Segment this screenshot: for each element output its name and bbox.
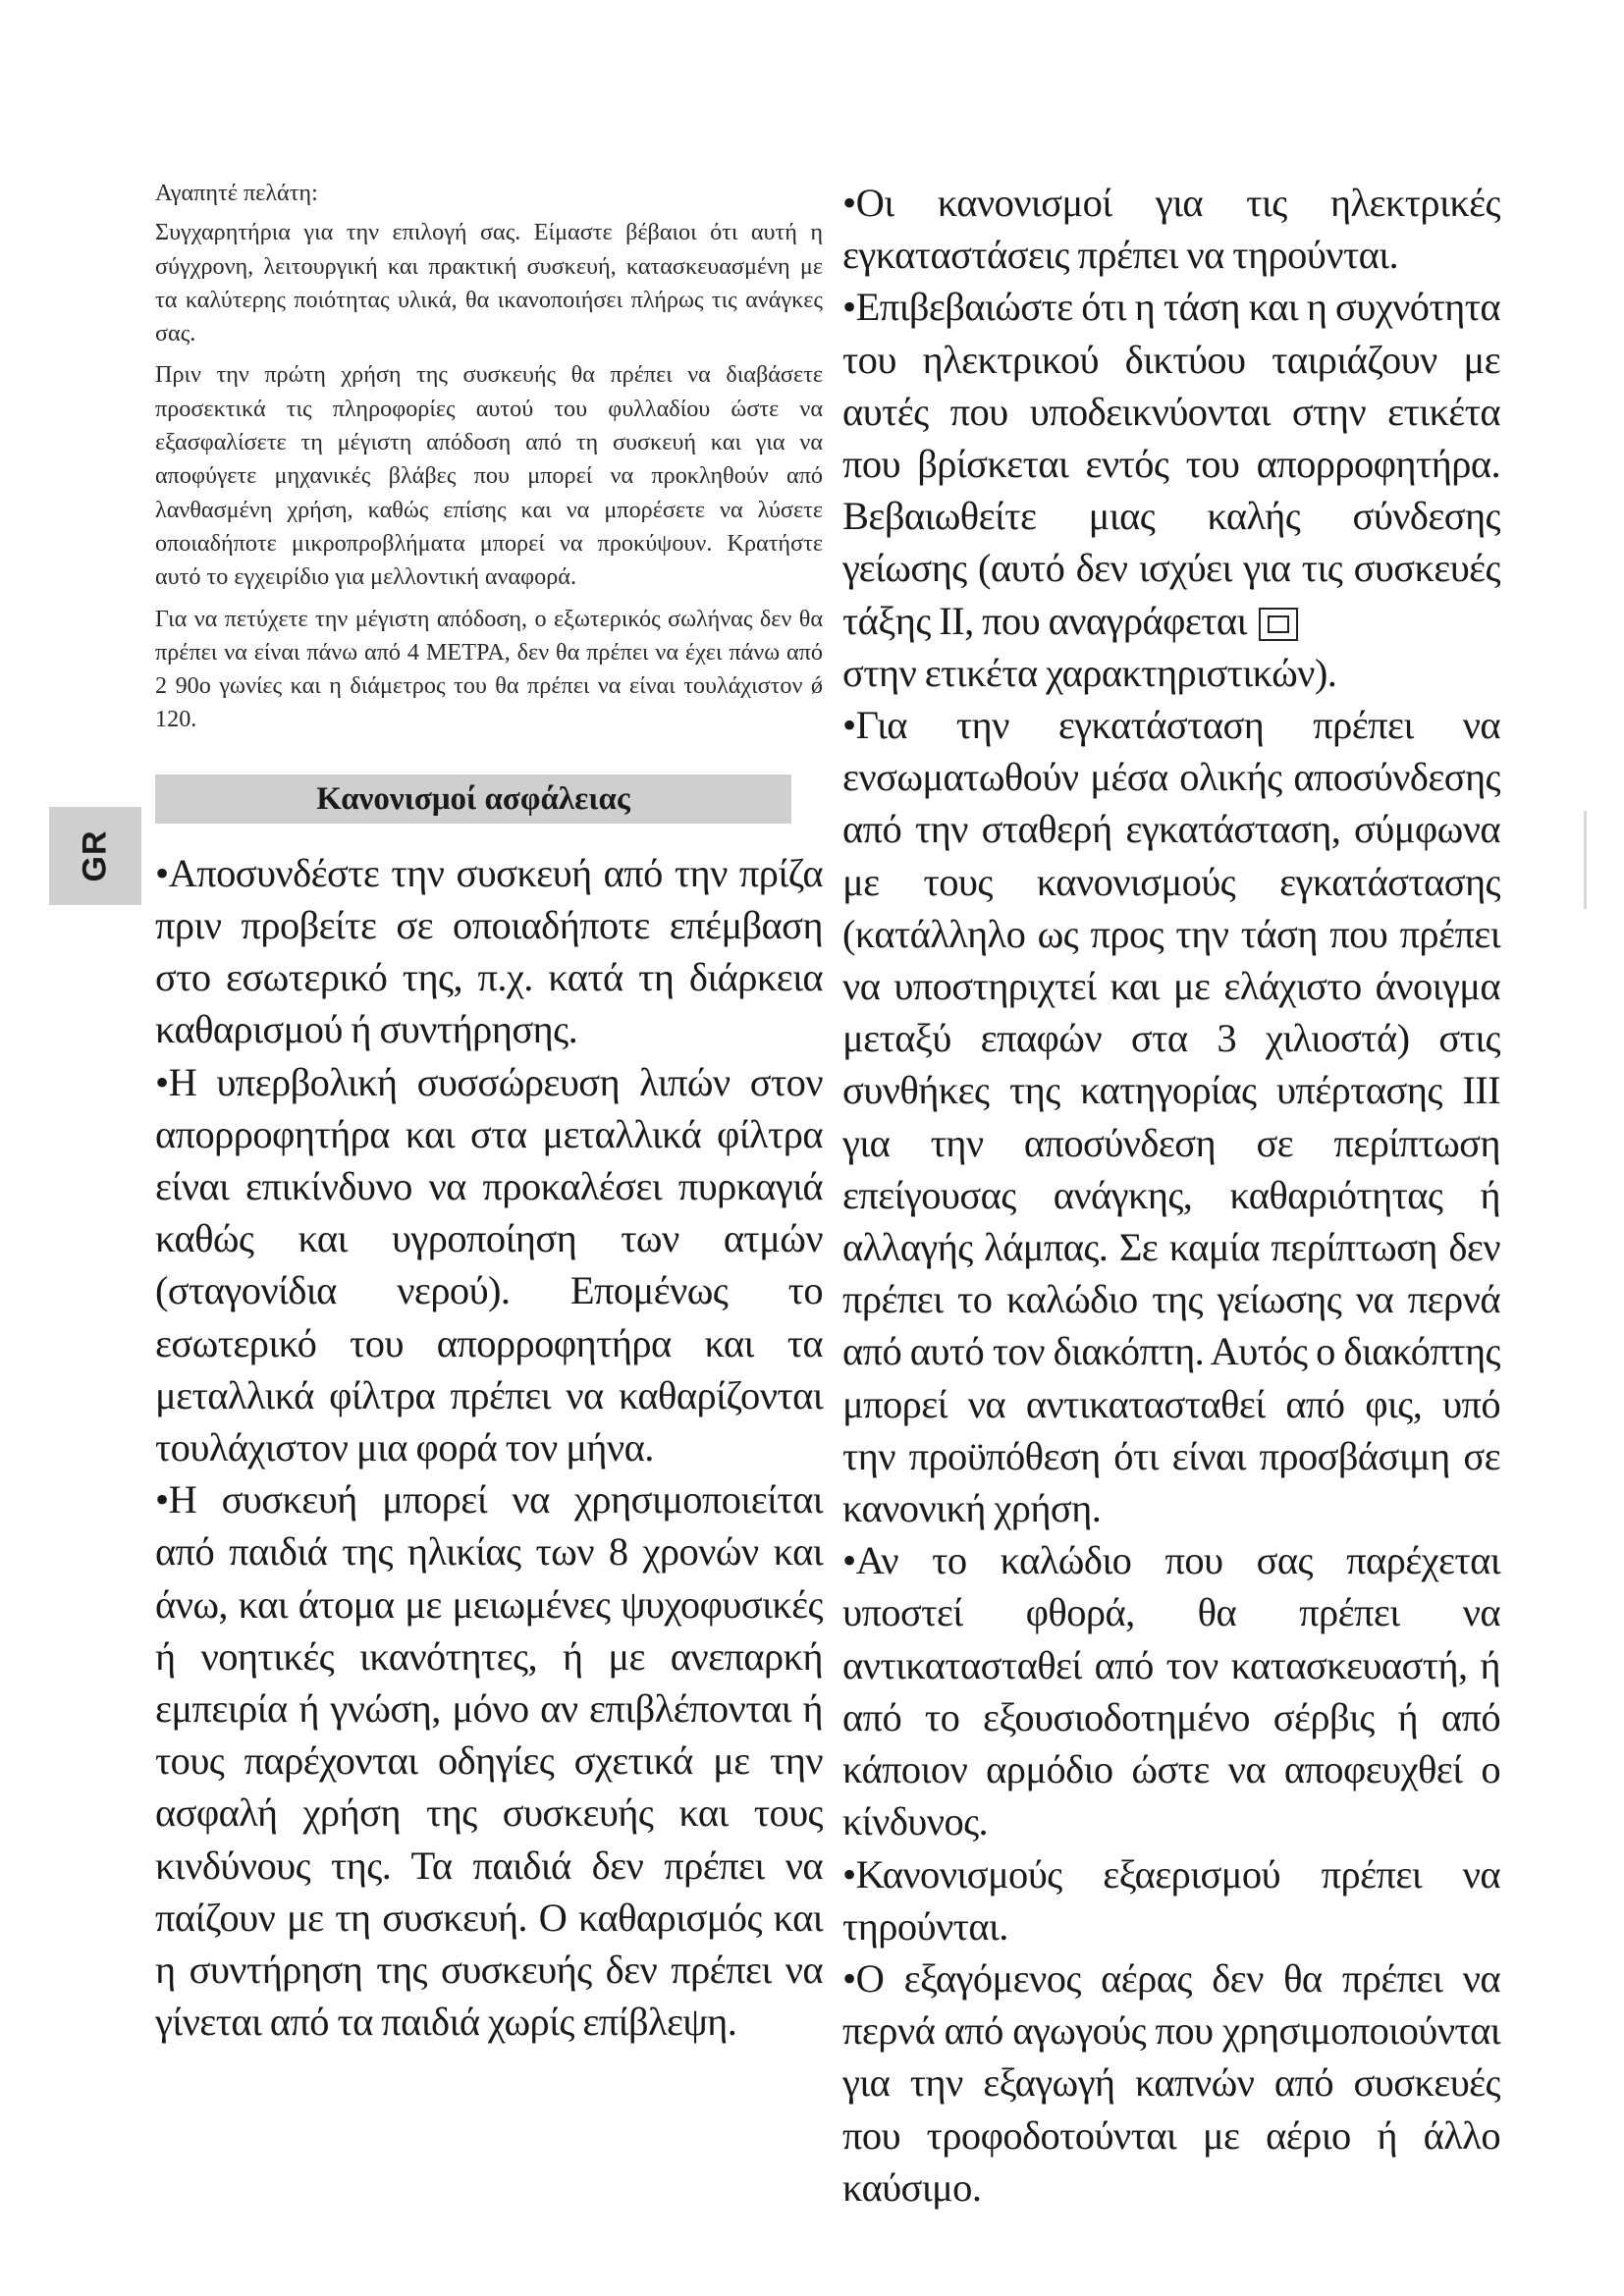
voltage-text: •Επιβεβαιώστε ότι η τάση και η συχνότητα του ηλεκτρικού δικτύου ταιριάζουν με αυτές που υποδεικνύονται στην ετικέτα που βρίσκεται εντός του απορροφητήρα. Βεβαιωθείτε μιας καλής σύνδεσης γείωσης (αυτό δεν ισχύει για τις συσκευές τάξης II, που αναγράφεται [842,285,1500,643]
intro-paragraph-3: Για να πετύχετε την μέγιστη απόδοση, ο εξωτερικός σωλήνας δεν θα πρέπει να είναι πάνω από 4 ΜΕΤΡΑ, δεν θα πρέπει να έχει πάνω από 2 90ο γωνίες και η διάμετρος του θα πρέπει να είναι τουλάχιστον ǿ 120. [155,605,823,733]
safety-paragraph-ventilation: •Κανονισμούς εξαερισμού πρέπει να τηρούνται. [842,1851,1500,1949]
safety-paragraph-exhaust: •Ο εξαγόμενος αέρας δεν θα πρέπει να περνά από αγωγούς που χρησιμοποιούνται για την εξαγωγή καπνών από συσκευές που τροφοδοτούνται με αέριο ή άλλο καύσιμο. [842,1955,1500,2210]
safety-paragraph-voltage [842,281,1500,699]
greeting: Αγαπητέ πελάτη: [155,180,318,206]
safety-heading: Κανονισμοί ασφάλειας [155,774,791,824]
edge-marker [1584,811,1587,909]
voltage-text-end: στην ετικέτα χαρακτηριστικών). [842,650,1337,695]
language-code: GR [76,829,114,882]
left-column [155,177,823,2048]
safety-paragraph-grease: •Η υπερβολική συσσώρευση λιπών στον απορροφητήρα και στα μεταλλικά φίλτρα είναι επικίνδυνο να προκαλέσει πυρκαγιά καθώς και υγροποίηση των ατμών (σταγονίδια νερού). Επομένως το εσωτερικό του απορροφητήρα και τα μεταλλικά φίλτρα πρέπει να καθαρίζονται τουλάχιστον μια φορά τον μήνα. [155,1059,823,1469]
right-column [842,177,1500,2214]
safety-paragraph-children: •Η συσκευή μπορεί να χρησιμοποιείται από παιδιά της ηλικίας των 8 χρονών και άνω, και άτομα με μειωμένες ψυχοφυσικές ή νοητικές ικανότητες, ή με ανεπαρκή εμπειρία ή γνώση, μόνο αν επιβλέπονται ή τους παρέχονται οδηγίες σχετικά με την ασφαλή χρήση της συσκευής και τους κινδύνους της. Τα παιδιά δεν πρέπει να παίζουν με τη συσκευή. Ο καθαρισμός και η συντήρηση της συσκευής δεν πρέπει να γίνεται από τα παιδιά χωρίς επίβλεψη. [155,1477,823,2045]
safety-paragraph-cable: •Αν το καλώδιο που σας παρέχεται υποστεί φθορά, θα πρέπει να αντικατασταθεί από τον κατασκευαστή, ή από το εξουσιοδοτημένο σέρβις ή από κάποιον αρμόδιο ώστε να αποφευχθεί ο κίνδυνος. [842,1538,1500,1844]
double-insulation-icon [1259,608,1298,641]
safety-paragraph-disconnection: •Για την εγκατάσταση πρέπει να ενσωματωθούν μέσα ολικής αποσύνδεσης από την σταθερή εγκατάσταση, σύμφωνα με τους κανονισμούς εγκατάστασης (κατάλληλο ως προς την τάση που πρέπει να υποστηριχτεί και με ελάχιστο άνοιγμα μεταξύ επαφών στα 3 χιλιοστά) στις συνθήκες της κατηγορίας υπέρτασης III για την αποσύνδεση σε περίπτωση επείγουσας ανάγκης, καθαριότητας ή αλλαγής λάμπας. Σε καμία περίπτωση δεν πρέπει το καλώδιο της γείωσης να περνά από αυτό τον διακόπτη. Αυτός ο διακόπτης μπορεί να αντικατασταθεί από φις, υπό την προϋπόθεση ότι είναι προσβάσιμη σε κανονική χρήση. [842,703,1500,1531]
intro-paragraph-1: Συγχαρητήρια για την επιλογή σας. Είμαστε βέβαιοι ότι αυτή η σύγχρονη, λειτουργική και πρακτική συσκευή, κατασκευασμένη με τα καλύτερης ποιότητας υλικά, θα ικανοποιήσει πλήρως τις ανάγκες σας. [155,219,823,347]
safety-paragraph-unplug: •Αποσυνδέστε την συσκευή από την πρίζα πριν προβείτε σε οποιαδήποτε επέμβαση στο εσωτερικό της, π.χ. κατά τη διάρκεια καθαρισμού ή συντήρησης. [155,850,823,1052]
language-tab [49,807,141,905]
intro-paragraph-2: Πριν την πρώτη χρήση της συσκευής θα πρέπει να διαβάσετε προσεκτικά τις πληροφορίες αυτού του φυλλαδίου ώστε να εξασφαλίσετε τη μέγιστη απόδοση από τη συσκευή και για να αποφύγετε μηχανικές βλάβες που μπορεί να προκληθούν από λανθασμένη χρήση, καθώς επίσης και να μπορέσετε να λύσετε οποιαδήποτε μικροπροβλήματα μπορεί να προκύψουν. Κρατήστε αυτό το εγχειρίδιο για μελλοντική αναφορά. [155,361,823,591]
safety-paragraph-electrical-rules: •Οι κανονισμοί για τις ηλεκτρικές εγκαταστάσεις πρέπει να τηρούνται. [842,181,1500,278]
